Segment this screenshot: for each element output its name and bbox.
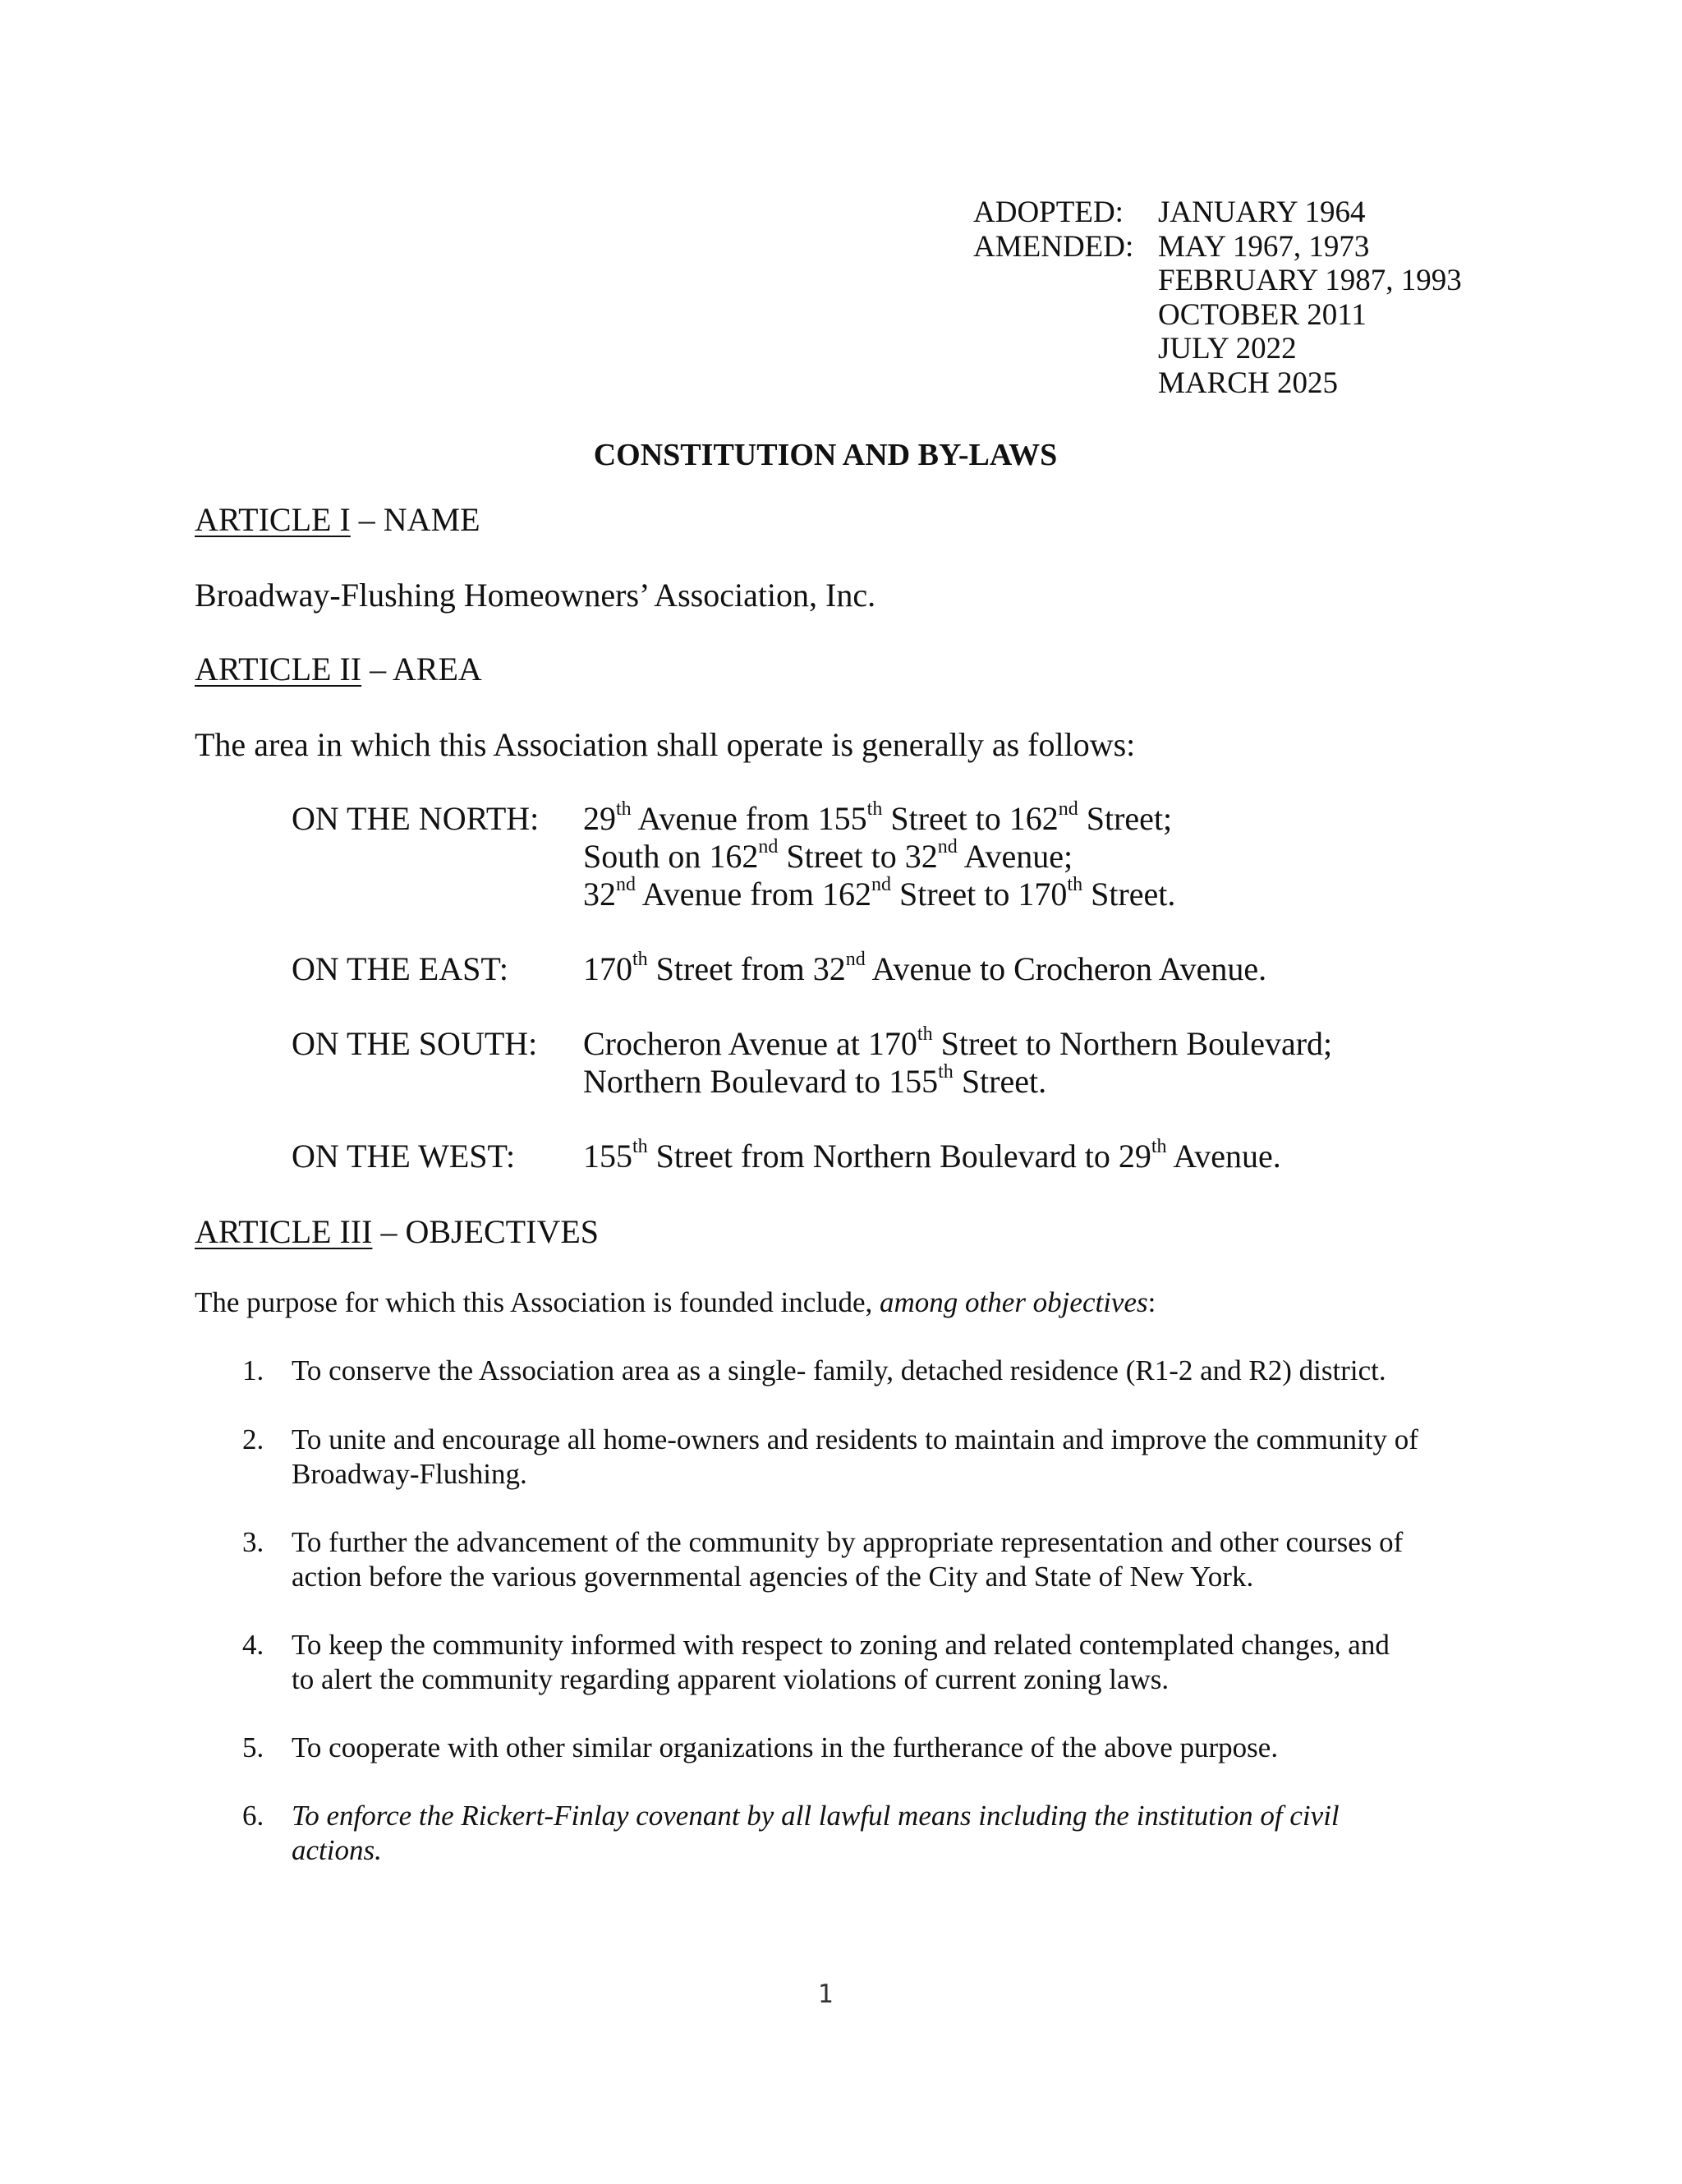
article-1-label: ARTICLE I bbox=[195, 501, 351, 538]
amended-value: MARCH 2025 bbox=[1158, 366, 1338, 400]
boundary-north-line: 29th Avenue from 155th Street to 162nd Street; bbox=[583, 798, 1173, 837]
amended-value: FEBRUARY 1987, 1993 bbox=[1158, 264, 1462, 297]
adopted-label: ADOPTED: bbox=[973, 195, 1124, 229]
objective-item-continuation: to alert the community regarding apparent violations of current zoning laws. bbox=[292, 1663, 1170, 1695]
boundary-west-label: ON THE WEST: bbox=[292, 1138, 516, 1175]
objective-item: 4. To keep the community informed with respect to zoning and related contemplated changes, and bbox=[242, 1629, 1390, 1661]
article-1-title: – NAME bbox=[350, 501, 480, 538]
objective-item: 5. To cooperate with other similar organizations in the furtherance of the above purpose. bbox=[242, 1731, 1279, 1763]
article-2-label: ARTICLE II bbox=[195, 651, 362, 687]
objective-item: 3. To further the advancement of the community by appropriate representation and other courses of bbox=[242, 1526, 1404, 1558]
amended-value: JULY 2022 bbox=[1158, 332, 1297, 366]
area-intro: The area in which this Association shall operate is generally as follows: bbox=[195, 726, 1136, 763]
document-title: CONSTITUTION AND BY-LAWS bbox=[593, 438, 1058, 472]
article-2-title: – AREA bbox=[361, 651, 482, 687]
boundary-south-label: ON THE SOUTH: bbox=[292, 1025, 538, 1062]
article-3-label: ARTICLE III bbox=[195, 1213, 373, 1250]
objective-item: 6. To enforce the Rickert-Finlay covenant by all lawful means including the institution of civil bbox=[242, 1800, 1340, 1832]
objectives-intro: The purpose for which this Association is founded include, among other objectives: bbox=[195, 1286, 1156, 1318]
objective-item: 2. To unite and encourage all home-owners and residents to maintain and improve the community of bbox=[242, 1423, 1418, 1455]
association-name: Broadway-Flushing Homeowners’ Association, Inc. bbox=[195, 577, 876, 614]
amended-value: OCTOBER 2011 bbox=[1158, 298, 1367, 332]
objective-item-continuation: action before the various governmental agencies of the City and State of New York. bbox=[292, 1561, 1254, 1593]
boundary-north-label: ON THE NORTH: bbox=[292, 800, 540, 837]
article-2-heading bbox=[195, 651, 482, 688]
article-3-heading bbox=[195, 1213, 599, 1251]
objective-item-continuation: actions. bbox=[292, 1834, 382, 1866]
objective-item-continuation: Broadway-Flushing. bbox=[292, 1458, 527, 1490]
adopted-value: JANUARY 1964 bbox=[1158, 195, 1366, 229]
boundary-east-label: ON THE EAST: bbox=[292, 950, 508, 987]
boundary-east-line: 170th Street from 32nd Avenue to Crocheron Avenue. bbox=[583, 949, 1267, 987]
boundary-west-line: 155th Street from Northern Boulevard to 29th Avenue. bbox=[583, 1136, 1281, 1175]
boundary-south-line: Crocheron Avenue at 170th Street to Northern Boulevard; bbox=[583, 1023, 1333, 1062]
boundary-south-line: Northern Boulevard to 155th Street. bbox=[583, 1061, 1047, 1100]
amended-label: AMENDED: bbox=[973, 230, 1134, 264]
boundary-north-line: 32nd Avenue from 162nd Street to 170th Street. bbox=[583, 874, 1176, 913]
amended-value: MAY 1967, 1973 bbox=[1158, 230, 1370, 264]
boundary-north-line: South on 162nd Street to 32nd Avenue; bbox=[583, 836, 1073, 875]
article-1-heading bbox=[195, 501, 480, 539]
article-3-title: – OBJECTIVES bbox=[372, 1213, 600, 1250]
page-number: 1 bbox=[817, 1979, 834, 2009]
objective-item: 1. To conserve the Association area as a single- family, detached residence (R1-2 and R2) district. bbox=[242, 1354, 1386, 1386]
